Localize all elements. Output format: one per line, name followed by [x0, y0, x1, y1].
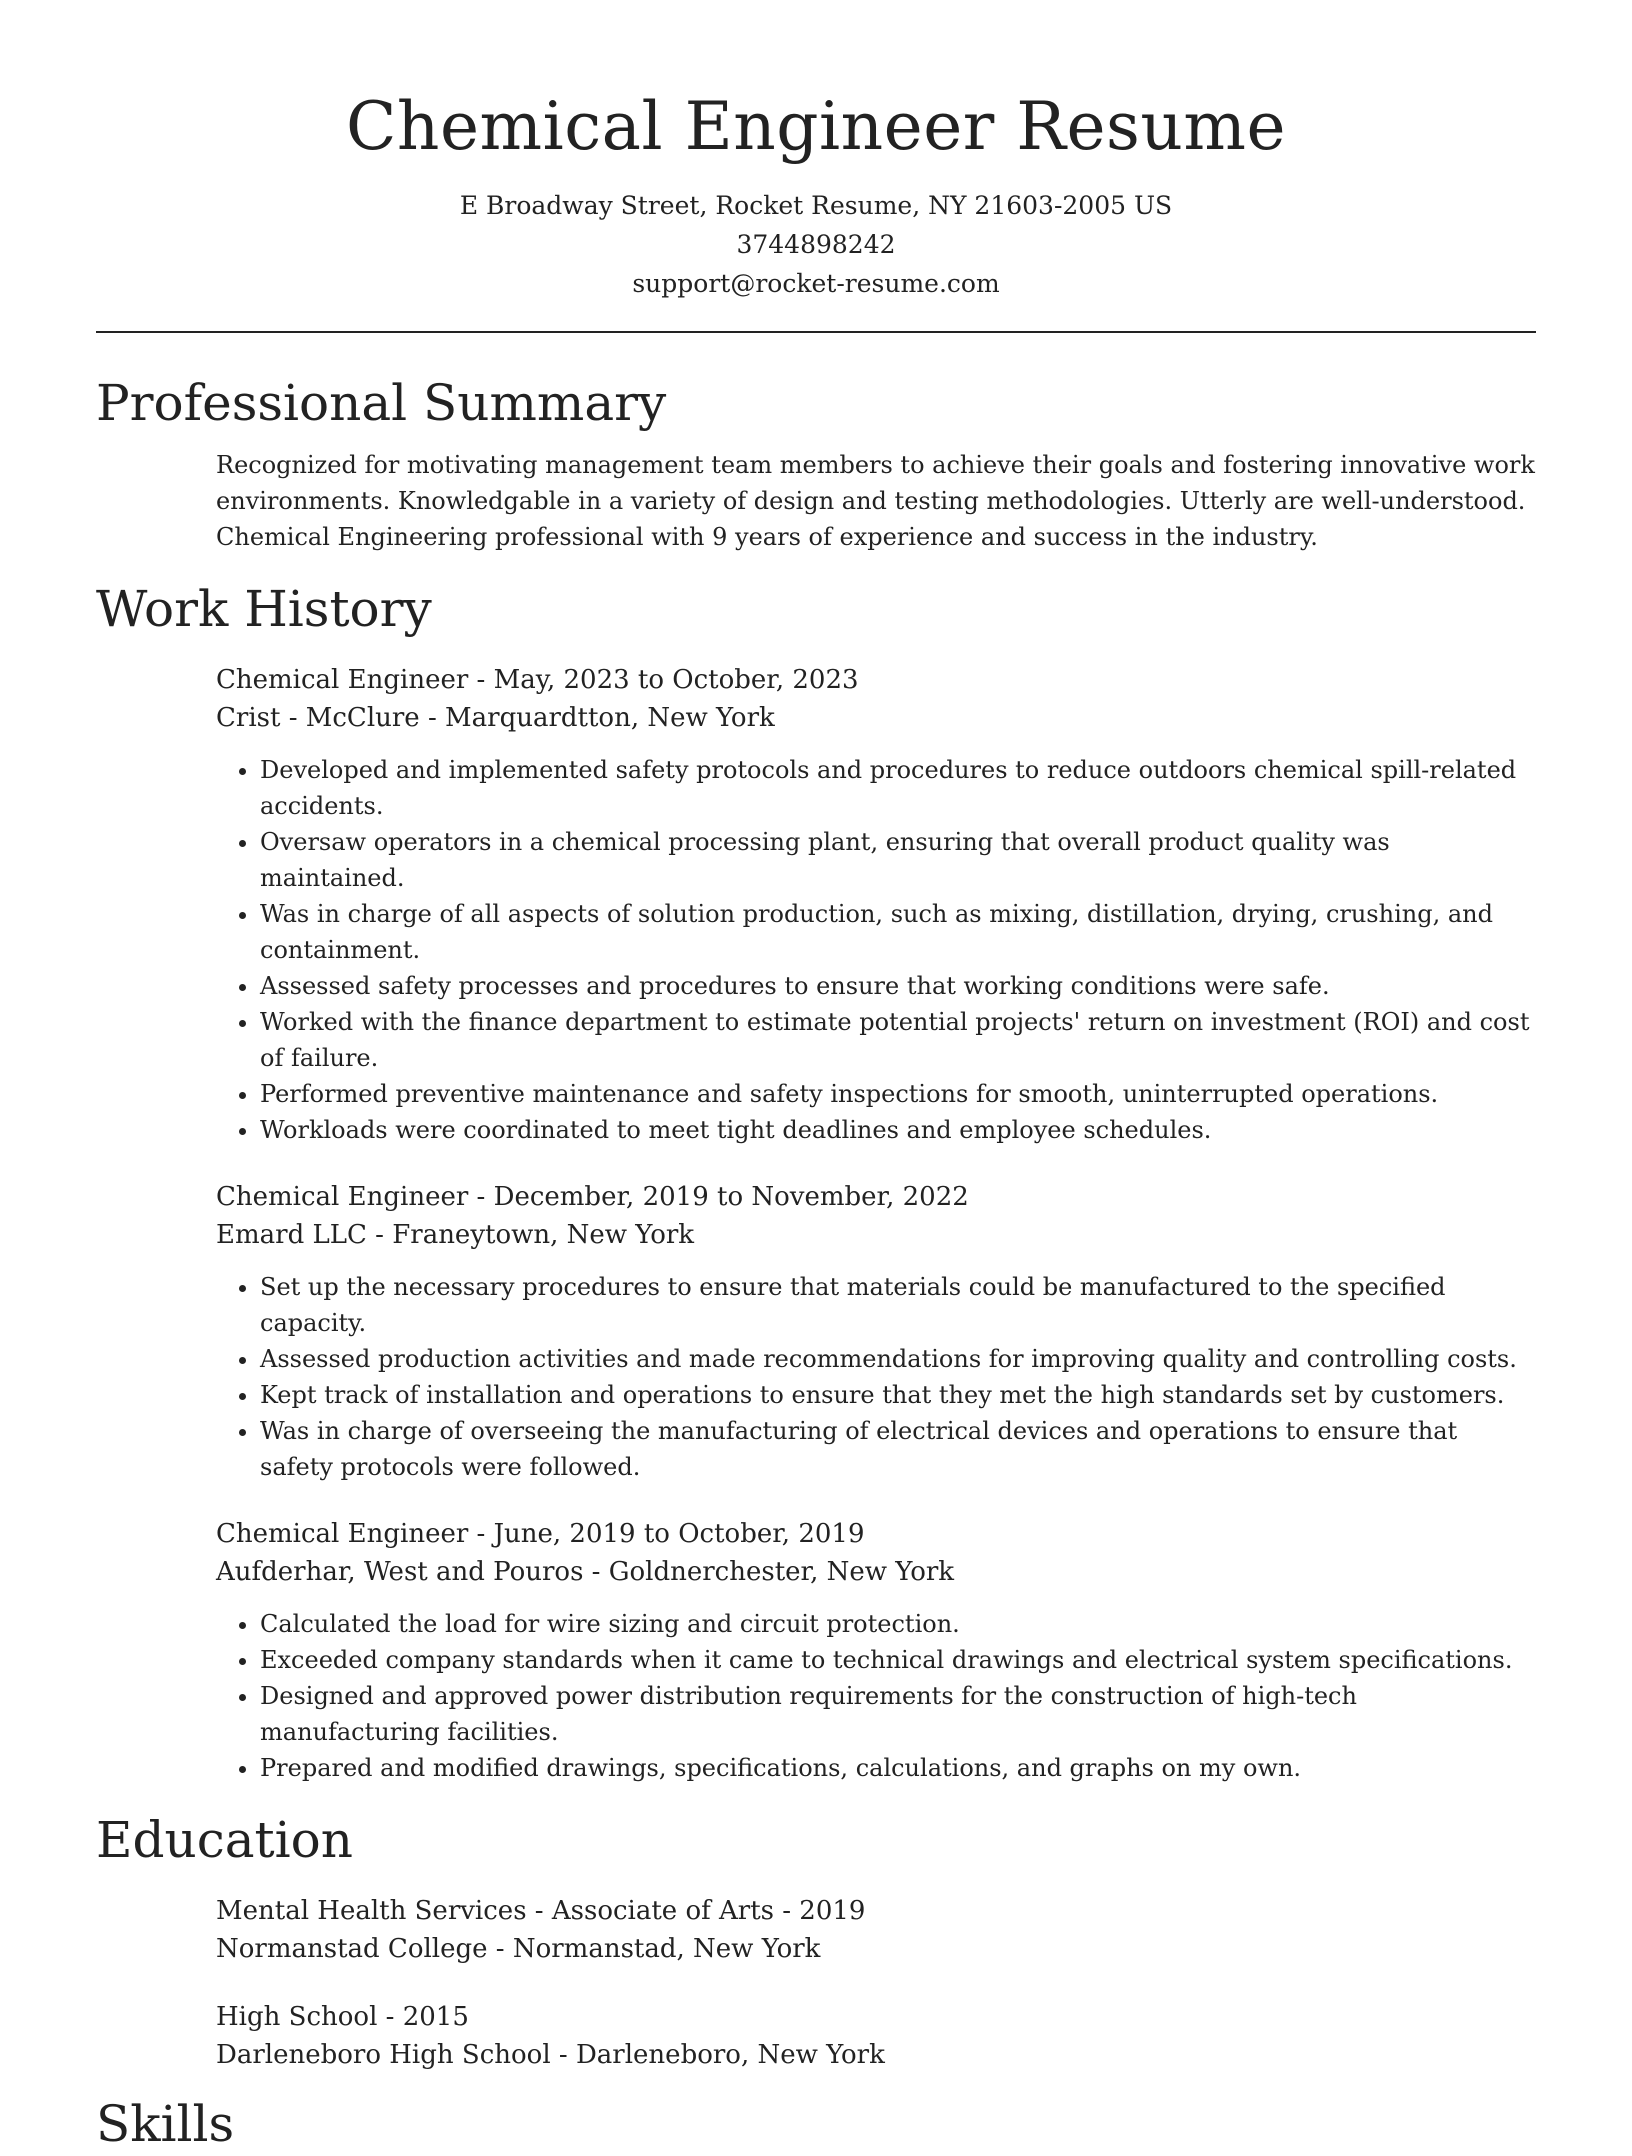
- list-item: • Developed and implemented safety protocols and procedures to reduce outdoors chemical spill-related accidents.: [260, 752, 1536, 824]
- job-bullets: [216, 1269, 1536, 1485]
- work-history-heading: Work History: [96, 580, 432, 638]
- list-item: • Assessed production activities and made recommendations for improving quality and controlling costs.: [260, 1341, 1536, 1377]
- job-role: Chemical Engineer: [216, 665, 469, 695]
- contact-phone: 3744898242: [736, 230, 896, 259]
- list-item: • Was in charge of overseeing the manufacturing of electrical devices and operations to ensure that safety protocols were followed.: [260, 1413, 1536, 1485]
- job-bullets: [216, 752, 1536, 1148]
- education-degree-line: [216, 1998, 1536, 2036]
- list-item: • Set up the necessary procedures to ensure that materials could be manufactured to the specified capacity.: [260, 1269, 1536, 1341]
- list-item: • Kept track of installation and operations to ensure that they met the high standards set by customers.: [260, 1377, 1536, 1413]
- job-entry: [216, 1178, 1536, 1485]
- job-location: - Goldnerchester, New York: [583, 1557, 955, 1587]
- job-dates: - December, 2019 to November, 2022: [468, 1182, 969, 1212]
- job-company-line: [216, 1216, 1536, 1254]
- job-company: Emard LLC: [216, 1220, 367, 1250]
- job-location: - Marquardtton, New York: [419, 703, 775, 733]
- job-role: Chemical Engineer: [216, 1519, 469, 1549]
- list-item: • Was in charge of all aspects of solution production, such as mixing, distillation, drying, crushing, and containment.: [260, 896, 1536, 968]
- job-entry: [216, 1515, 1536, 1786]
- job-title-line: [216, 661, 1536, 699]
- list-item: • Prepared and modified drawings, specifications, calculations, and graphs on my own.: [260, 1750, 1536, 1786]
- resume-title: Chemical Engineer Resume: [345, 88, 1287, 165]
- education-heading: Education: [96, 1811, 353, 1869]
- resume-header: [96, 0, 1536, 303]
- education-year: - 2019: [773, 1896, 866, 1926]
- resume-page: [96, 0, 1536, 2156]
- education-degree: Mental Health Services - Associate of Arts: [216, 1896, 774, 1926]
- list-item: • Exceeded company standards when it came to technical drawings and electrical system specifications.: [260, 1642, 1536, 1678]
- education-school-line: [216, 2036, 1536, 2074]
- education-location: - Darleneboro, New York: [550, 2040, 885, 2070]
- job-company-line: [216, 1553, 1536, 1591]
- job-title-line: [216, 1515, 1536, 1553]
- job-title-line: [216, 1178, 1536, 1216]
- education-school-line: [216, 1930, 1536, 1968]
- contact-email: support@rocket-resume.com: [632, 269, 1000, 298]
- job-location: - Franeytown, New York: [366, 1220, 695, 1250]
- job-entry: [216, 661, 1536, 1148]
- contact-address: E Broadway Street, Rocket Resume, NY 21603-2005 US: [459, 191, 1173, 220]
- job-dates: - June, 2019 to October, 2019: [468, 1519, 865, 1549]
- list-item: • Worked with the finance department to estimate potential projects' return on investment (ROI) and cost of failure.: [260, 1004, 1536, 1076]
- job-dates: - May, 2023 to October, 2023: [468, 665, 859, 695]
- job-company: Crist - McClure: [216, 703, 420, 733]
- summary-text: Recognized for motivating management team members to achieve their goals and fostering innovative work environments. Knowledgable in a variety of design and testing methodologies. Utterly are well-understood. Chemical Engineering professional with 9 years of experience and success in the industry.: [216, 451, 1535, 551]
- job-company-line: [216, 699, 1536, 737]
- job-bullets: [216, 1606, 1536, 1786]
- job-company: Aufderhar, West and Pouros: [216, 1557, 584, 1587]
- education-degree: High School: [216, 2002, 378, 2032]
- education-degree-line: [216, 1892, 1536, 1930]
- education-year: - 2015: [377, 2002, 469, 2032]
- list-item: • Workloads were coordinated to meet tight deadlines and employee schedules.: [260, 1112, 1536, 1148]
- education-school: Darleneboro High School: [216, 2040, 551, 2070]
- contact-block: [96, 186, 1536, 303]
- list-item: • Calculated the load for wire sizing and circuit protection.: [260, 1606, 1536, 1642]
- list-item: • Oversaw operators in a chemical processing plant, ensuring that overall product quality was maintained.: [260, 824, 1536, 896]
- header-divider: [96, 331, 1536, 333]
- job-role: Chemical Engineer: [216, 1182, 469, 1212]
- summary-heading: Professional Summary: [96, 374, 667, 432]
- education-entry: [216, 1998, 1536, 2074]
- skills-heading: Skills: [96, 2095, 235, 2153]
- education-entry: [216, 1892, 1536, 1968]
- list-item: • Designed and approved power distribution requirements for the construction of high-tech manufacturing facilities.: [260, 1678, 1536, 1750]
- list-item: • Performed preventive maintenance and safety inspections for smooth, uninterrupted operations.: [260, 1076, 1536, 1112]
- education-school: Normanstad College: [216, 1934, 488, 1964]
- list-item: • Assessed safety processes and procedures to ensure that working conditions were safe.: [260, 968, 1536, 1004]
- education-location: - Normanstad, New York: [487, 1934, 821, 1964]
